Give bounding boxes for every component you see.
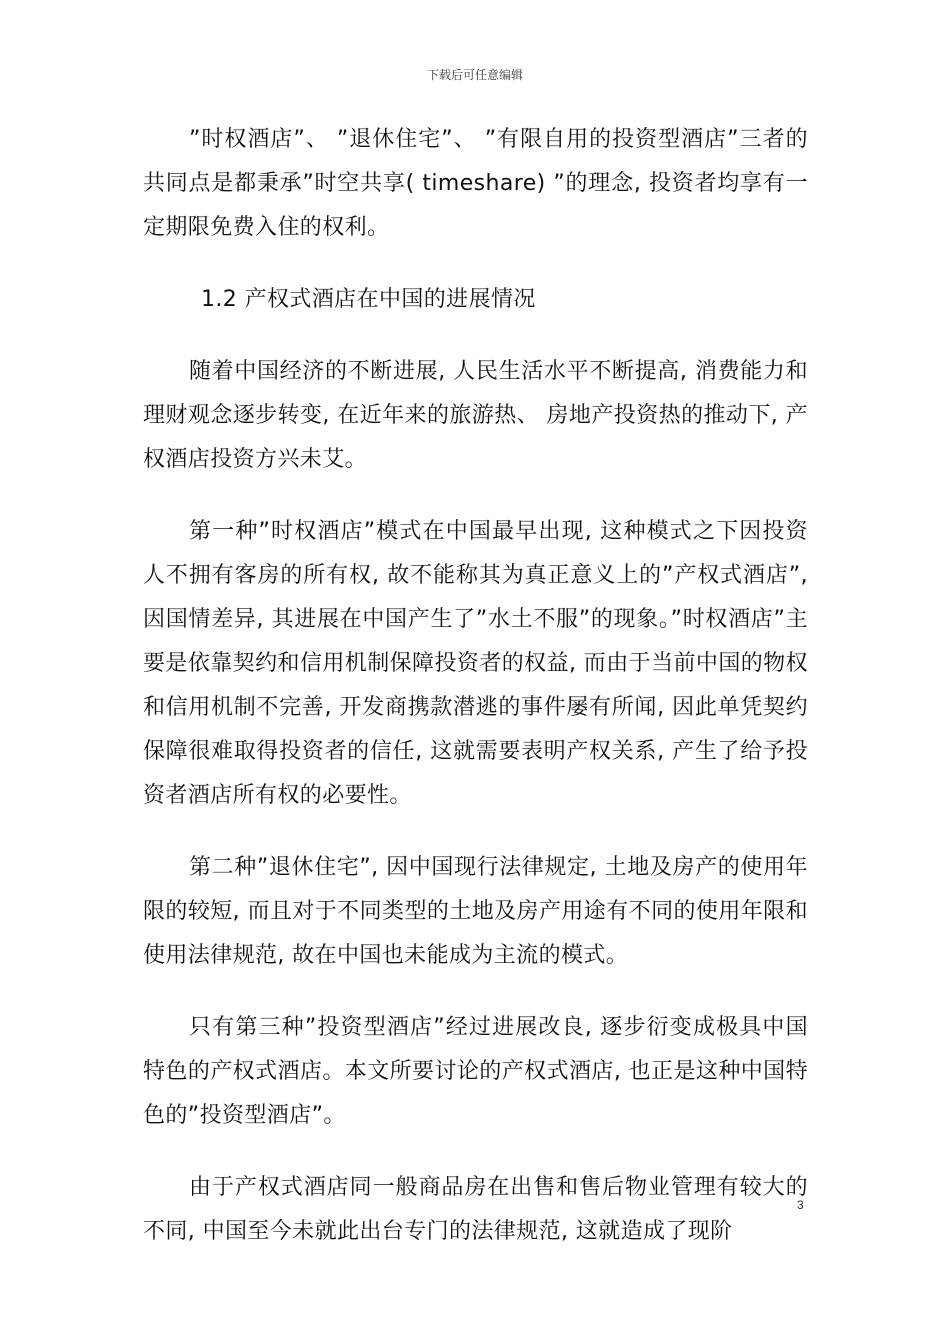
document-body [143,118,808,1282]
paragraph-legal: 由于产权式酒店同一般商品房在出售和售后物业管理有较大的不同, 中国至今未就此出台专门的法律规范, 这就造成了现阶 [143,1175,808,1244]
paragraph-second-type: 第二种”退休住宅”, 因中国现行法律规定, 土地及房产的使用年限的较短, 而且对于不同类型的土地及房产用途有不同的使用年限和使用法律规范, 故在中国也未能成为主流的模式。 [143,855,808,968]
paragraph-timeshare-common: ”时权酒店”、 ”退休住宅”、 ”有限自用的投资型酒店”三者的共同点是都秉承”时空共享( timeshare) ”的理念, 投资者均享有一定期限免费入住的权利。 [143,127,808,240]
section-heading: 1.2 产权式酒店在中国的进展情况 [201,287,536,312]
paragraph-first-type: 第一种”时权酒店”模式在中国最早出现, 这种模式之下因投资人不拥有客房的所有权, 故不能称其为真正意义上的”产权式酒店”, 因国情差异, 其进展在中国产生了”水土不服”的现象。”时权酒店”主要是依靠契约和信用机制保障投资者的权益, 而由于当前中国的物权和信用机制不完善, 开发商携款潜逃的事件屡有所闻, 因此单凭契约保障很难取得投资者的信任, 这就需要表明产权关系, 产生了给予投资者酒店所有权的必要性。 [143,519,808,808]
paragraph-development: 随着中国经济的不断进展, 人民生活水平不断提高, 消费能力和理财观念逐步转变, 在近年来的旅游热、 房地产投资热的推动下, 产权酒店投资方兴未艾。 [143,359,808,472]
paragraph-third-type: 只有第三种”投资型酒店”经过进展改良, 逐步衍变成极具中国特色的产权式酒店。本文所要讨论的产权式酒店, 也正是这种中国特色的”投资型酒店”。 [143,1015,808,1128]
page-header: 下载后可任意编辑 [426,68,523,82]
page-number: 3 [797,1198,804,1212]
